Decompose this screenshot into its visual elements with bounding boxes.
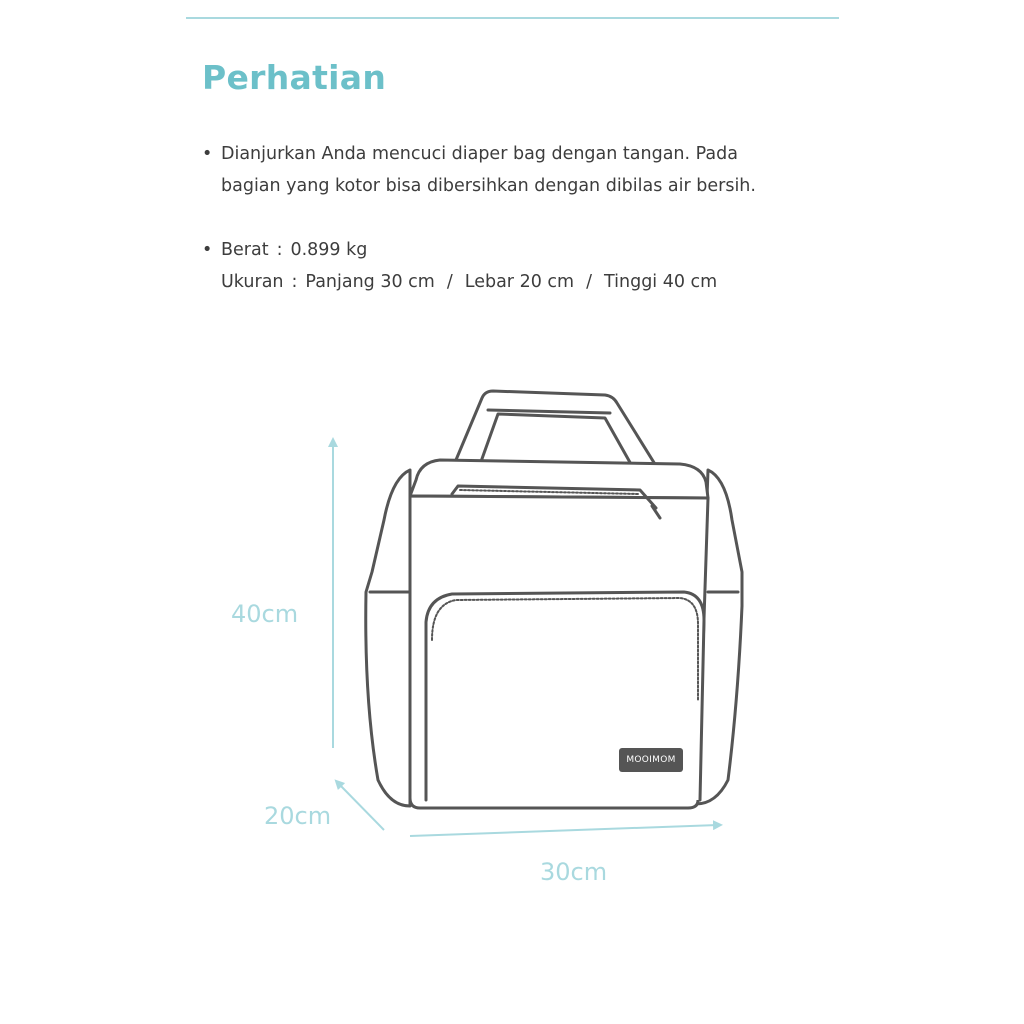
weight-label: Berat	[221, 240, 269, 260]
slash-separator: /	[446, 272, 453, 292]
slash-separator: /	[586, 272, 592, 292]
colon-separator: :	[291, 272, 298, 292]
size-label: Ukuran	[221, 272, 284, 292]
section-title: Perhatian	[202, 58, 387, 97]
depth-arrow	[338, 783, 384, 830]
width-dimension-label: 30cm	[540, 858, 608, 886]
colon-separator: :	[276, 240, 283, 260]
weight-value: 0.899 kg	[290, 240, 368, 260]
length-value: Panjang 30 cm	[305, 272, 435, 292]
care-text-line-1: Dianjurkan Anda mencuci diaper bag dengan tangan. Pada	[221, 144, 738, 164]
brand-label: MOOIMOM	[619, 748, 683, 772]
care-text-line-2: bagian yang kotor bisa dibersihkan dengan dibilas air bersih.	[221, 176, 756, 196]
depth-dimension-label: 20cm	[264, 802, 332, 830]
width-value: Lebar 20 cm	[464, 272, 575, 292]
bullet-icon: •	[202, 240, 213, 260]
height-dimension-label: 40cm	[231, 600, 299, 628]
left-side-panel	[366, 470, 410, 806]
height-value: Tinggi 40 cm	[603, 272, 718, 292]
bullet-icon: •	[202, 144, 213, 164]
bag-outline	[366, 391, 742, 808]
width-arrow	[410, 825, 718, 836]
